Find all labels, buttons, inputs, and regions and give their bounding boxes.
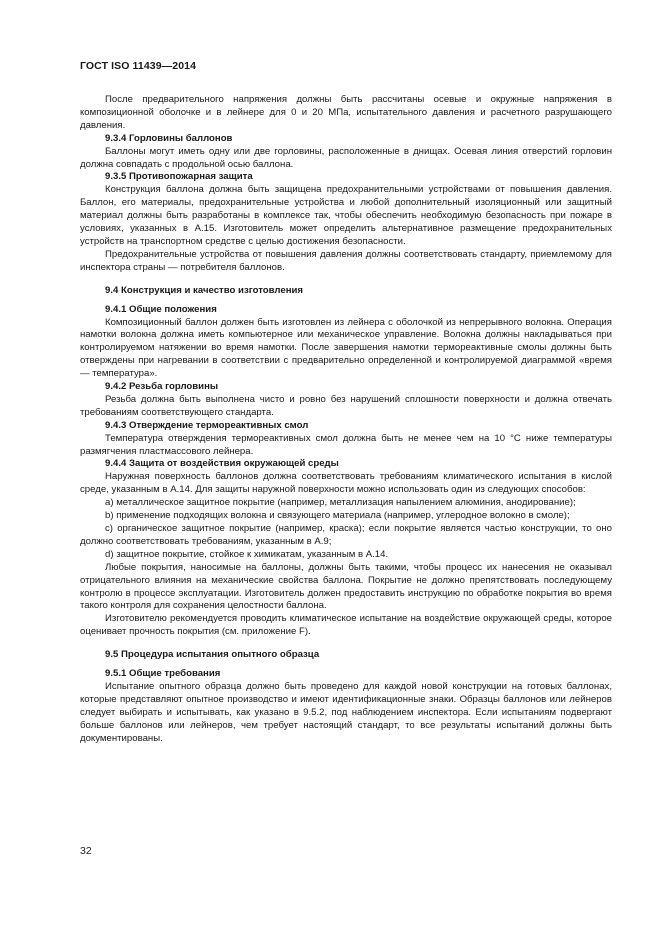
subsection-heading: 9.3.5 Противопожарная защита [105,171,253,183]
section-heading: 9.5 Процедура испытания опытного образца [105,649,320,661]
paragraph: Наружная поверхность баллонов должна соответствовать требованиям климатического испытания в кислой среде, указанным в А.14. Для защиты наружной поверхности можно использовать один из следующих способов: [80,471,612,496]
paragraph: Резьба должна быть выполнена чисто и ровно без нарушений сплошности поверхности и должна отвечать требованиям соответствующего стандарта. [80,393,612,418]
paragraph: После предварительного напряжения должны быть рассчитаны осевые и окружные напряжения в композиционной оболочке и в лейнере для 0 и 20 МПа, испытательного давления и расчетного разрушающего давления. [80,94,612,131]
page-number: 32 [80,845,92,857]
subsection-heading: 9.3.4 Горловины баллонов [105,132,233,144]
document-header: ГОСТ ISO 11439—2014 [80,60,197,72]
list-item: а) металлическое защитное покрытие (например, металлизация напылением алюминия, анодирование); [105,497,576,509]
subsection-heading: 9.4.4 Защита от воздействия окружающей среды [105,458,339,470]
paragraph: Предохранительные устройства от повышения давления должны соответствовать стандарту, приемлемому для инспектора страны — потребителя баллонов. [80,248,612,273]
paragraph: Изготовителю рекомендуется проводить климатическое испытание на воздействие окружающей среды, которое оценивает прочность покрытия (см. приложение F). [80,613,612,638]
subsection-heading: 9.4.2 Резьба горловины [105,381,219,393]
subsection-heading: 9.4.1 Общие положения [105,303,217,315]
list-item: с) органическое защитное покрытие (например, краска); если покрытие является частью конструкции, то оно должно соответствовать требованиям, указанным в А.9; [80,523,612,547]
subsection-heading: 9.4.3 Отверждение термореактивных смол [105,419,309,431]
paragraph: Испытание опытного образца должно быть проведено для каждой новой конструкции на готовых баллонах, которые представляют опытное производство и имеют идентификационные знаки. Образцы баллонов или лейнеров следует выбирать и испытывать, как указано в 9.5.2, под наблюдением инспектора. Если испытаниям подвергают больше баллонов или лейнеров, чем требует настоящий стандарт, то все результаты испытаний должны быть документированы. [80,680,612,744]
paragraph: Конструкция баллона должна быть защищена предохранительными устройствами от повышения давления. Баллон, его материалы, предохранительные устройства и любой дополнительный изоляционный или защитный материал должны быть разработаны в комплексе так, чтобы обеспечить необходимую безопасность при пожаре в условиях, указанных в А.15. Изготовитель может определить альтернативное размещение предохранительных устройств на транспортном средстве с целью достижения безопасности. [80,184,612,247]
page-body [80,94,612,746]
paragraph: Баллоны могут иметь одну или две горловины, расположенные в днищах. Осевая линия отверстий горловин должна совпадать с продольной осью баллона. [80,145,612,170]
paragraph: Температура отверждения термореактивных смол должна быть не менее чем на 10 °С ниже температуры размягчения пластмассового лейнера. [80,432,612,457]
list-item: d) защитное покрытие, стойкое к химикатам, указанным в А.14. [105,548,389,560]
paragraph: Любые покрытия, наносимые на баллоны, должны быть такими, чтобы процесс их нанесения не оказывал отрицательного влияния на механические свойства баллона. Покрытие не должно препятствовать последующему контролю в процессе эксплуатации. Изготовитель должен предоставить инструкцию по обработке покрытия во время такого контроля для сохранения целостности баллона. [80,561,612,612]
section-heading: 9.4 Конструкция и качество изготовления [105,284,304,296]
list-item: b) применение подходящих волокна и связующего материала (например, углеродное волокно в смоле); [105,510,570,522]
subsection-heading: 9.5.1 Общие требования [105,668,221,680]
paragraph: Композиционный баллон должен быть изготовлен из лейнера с оболочкой из непрерывного волокна. Операция намотки волокна должна иметь компьютерное или механическое управление. Волокна должны накладываться при контролируемом натяжении во время намотки. После завершения намотки термореактивные смолы должны быть отверждены при нагревании в соответствии с предварительно определенной и контролируемой диаграммой «время — температура». [80,316,612,380]
